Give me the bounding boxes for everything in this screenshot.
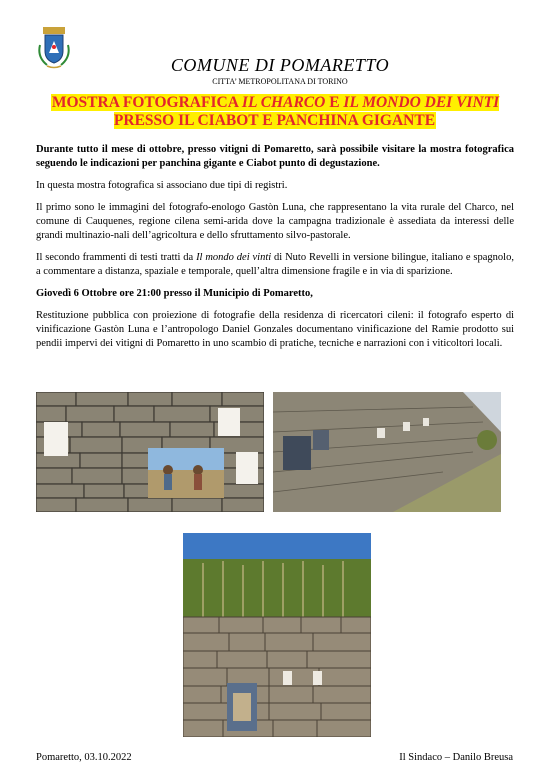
paragraph-restitution: Restituzione pubblica con proiezione di fotografie della residenza di ricercatori cileni: il fotografo esperto di vinificazione Gastòn Luna e l’antropologo Daniel Gonzales documentano vinificazione del Ramie prodotto sui pendii impervi dei vitigni di Pomaretto in uno scambio di pratiche, tecniche e narrazioni con i viticoltori locali. xyxy=(36,310,514,349)
title-line-1 xyxy=(51,94,499,129)
poster-title xyxy=(36,94,514,130)
title-part-1: MOSTRA FOTOGRAFICA xyxy=(51,94,242,111)
title-part-2: E xyxy=(325,94,344,111)
intro-paragraph: Durante tutto il mese di ottobre, presso vitigni di Pomaretto, sarà possibile visitare la mostra fotografica seguendo le indicazioni per panchina gigante e Ciabot punto di degustazione. xyxy=(36,144,514,169)
photo-stone-wall-path xyxy=(273,392,501,512)
paragraph-texts-a: Il secondo frammenti di testi tratti da xyxy=(36,252,197,263)
title-italic-2: IL MONDO DEI VINTI xyxy=(343,94,500,111)
municipality-subtitle: CITTA’ METROPOLITANA DI TORINO xyxy=(212,77,348,86)
municipality-name: COMUNE DI POMARETTO xyxy=(170,55,390,75)
mayor-signature-line: Il Sindaco – Danilo Breusa xyxy=(399,752,513,763)
paragraph-registers: In questa mostra fotografica si associano due tipi di registri. xyxy=(36,180,288,191)
paragraph-texts-b: di Nuto Revelli in versione bilingue, italiano e spagnolo, a commentare a distanza, spaziale e temporale, quell’altra dimensione fragile e in via di sparizione. xyxy=(36,252,514,277)
event-date-line: Giovedì 6 Ottobre ore 21:00 presso il Municipio di Pomaretto, xyxy=(36,288,313,299)
photo-vineyard-terraces xyxy=(183,533,371,737)
title-italic-1: IL CHARCO xyxy=(241,94,326,111)
place-and-date: Pomaretto, 03.10.2022 xyxy=(36,752,132,763)
paragraph-photographer: Il primo sono le immagini del fotografo-enologo Gastòn Luna, che rappresentano la vita rurale del Charco, nel comune di Cauquenes, regione cilena semi-arida dove la campagna tradizionale è assediata da interessi delle grandi multinazio-nali dell’agricoltura e dello sfruttamento silvo-pastorale. xyxy=(36,202,514,241)
document-body xyxy=(36,143,514,359)
paragraph-texts xyxy=(36,251,514,279)
municipal-crest-logo xyxy=(37,27,71,69)
book-title: Il mondo dei vinti xyxy=(196,252,272,263)
photo-stone-wall-exhibit xyxy=(36,392,264,512)
title-part-3: PRESSO IL CIABOT E PANCHINA GIGANTE xyxy=(113,112,436,129)
